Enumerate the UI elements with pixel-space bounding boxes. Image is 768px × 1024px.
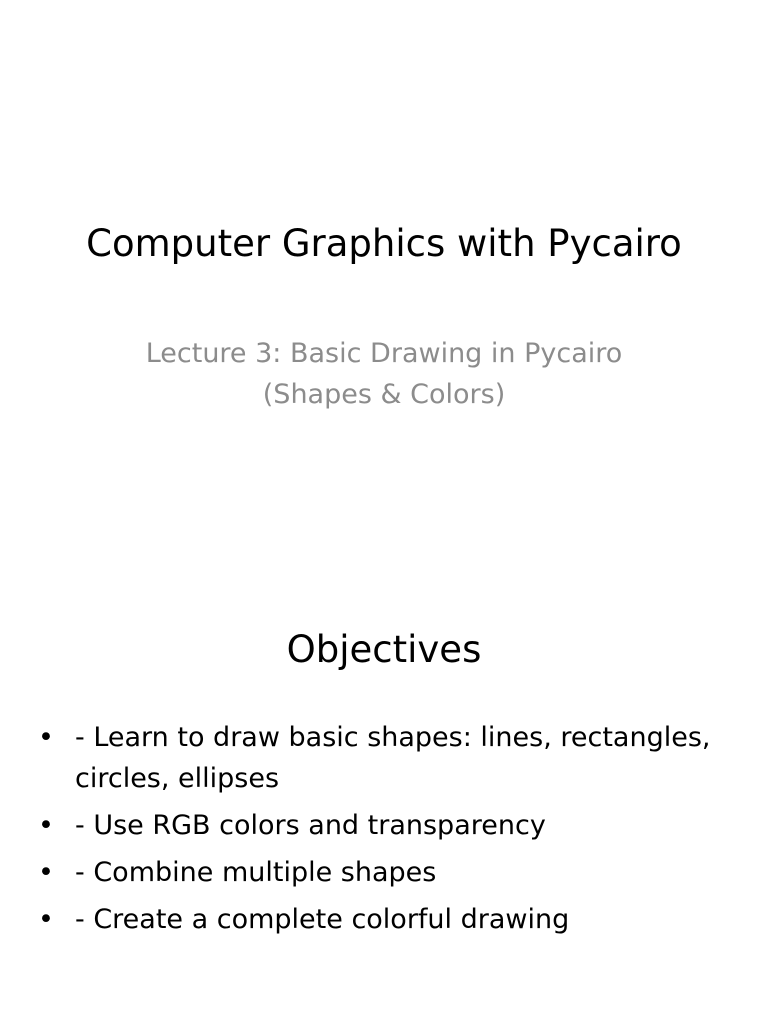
objectives-list	[38, 717, 738, 946]
subtitle-line-2: (Shapes & Colors)	[262, 379, 506, 410]
objective-text: - Create a complete colorful drawing	[75, 904, 570, 935]
presentation-subtitle	[0, 333, 768, 415]
objective-item	[38, 899, 738, 940]
objectives-slide	[0, 576, 768, 1024]
objective-item	[38, 717, 738, 799]
presentation-title: Computer Graphics with Pycairo	[86, 222, 682, 265]
objective-text: - Use RGB colors and transparency	[75, 810, 546, 841]
bullet-icon: •	[38, 722, 54, 753]
bullet-icon: •	[38, 904, 54, 935]
objectives-heading: Objectives	[286, 628, 482, 671]
objective-item	[38, 852, 738, 893]
bullet-icon: •	[38, 857, 54, 888]
objective-text: - Combine multiple shapes	[75, 857, 437, 888]
subtitle-line-1: Lecture 3: Basic Drawing in Pycairo	[145, 338, 623, 369]
bullet-icon: •	[38, 810, 54, 841]
objective-text: - Learn to draw basic shapes: lines, rectangles, circles, ellipses	[75, 722, 711, 794]
objective-item	[38, 805, 738, 846]
